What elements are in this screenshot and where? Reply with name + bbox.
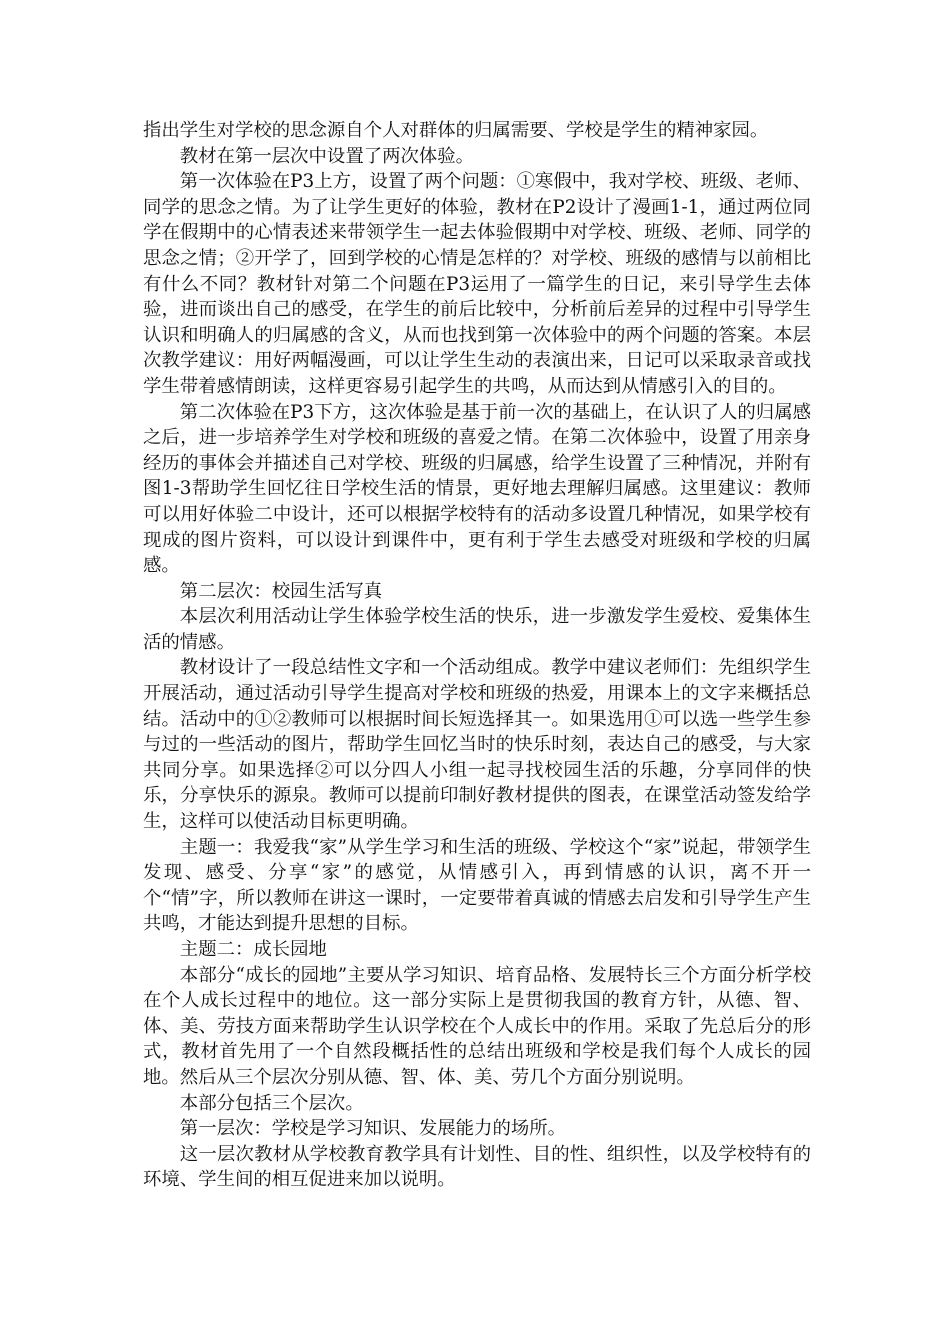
paragraph-10: 本部分“成长的园地”主要从学习知识、培育品格、发展特长三个方面分析学校在个人成长过程中的地位。这一部分实际上是贯彻我国的教育方针，从德、智、体、美、劳技方面来帮助学生认识学校在个人成长中的作用。采取了先总后分的形式，教材首先用了一个自然段概括性的总结出班级和学校是我们每个人成长的园地。然后从三个层次分别从德、智、体、美、劳几个方面分别说明。 <box>143 964 811 1088</box>
paragraph-6: 本层次利用活动让学生体验学校生活的快乐，进一步激发学生爱校、爱集体生活的情感。 <box>143 606 811 653</box>
paragraph-4: 第二次体验在P3下方，这次体验是基于前一次的基础上，在认识了人的归属感之后，进一步培养学生对学校和班级的喜爱之情。在第二次体验中，设置了用亲身经历的事体会并描述自己对学校、班级的归属感，给学生设置了三种情况，并附有图1-3帮助学生回忆往日学校生活的情景，更好地去理解归属感。这里建议：教师可以用好体验二中设计，还可以根据学校特有的活动多设置几种情况，如果学校有现成的图片资料，可以设计到课件中，更有利于学生去感受对班级和学校的归属感。 <box>143 401 811 577</box>
paragraph-8: 主题一：我爱我“家”从学生学习和生活的班级、学校这个“家”说起，带领学生发现、感受、分享“家”的感觉，从情感引入，再到情感的认识，离不开一个“情”字，所以教师在讲这一课时，一定要带着真诚的情感去启发和引导学生产生共鸣，才能达到提升思想的目标。 <box>143 836 811 935</box>
paragraph-2: 教材在第一层次中设置了两次体验。 <box>179 145 475 167</box>
section-heading-level-1: 第一层次：学校是学习知识、发展能力的场所。 <box>179 1118 567 1140</box>
document-body <box>143 118 811 1193</box>
paragraph-13: 这一层次教材从学校教育教学具有计划性、目的性、组织性，以及学校特有的环境、学生间的相互促进来加以说明。 <box>143 1143 811 1191</box>
section-heading-level-2: 第二层次：校园生活写真 <box>179 580 383 602</box>
paragraph-1: 指出学生对学校的思念源自个人对群体的归属需要、学校是学生的精神家园。 <box>143 120 769 141</box>
section-heading-theme-2: 主题二：成长园地 <box>179 939 327 960</box>
paragraph-7: 教材设计了一段总结性文字和一个活动组成。教学中建议老师们：先组织学生开展活动，通过活动引导学生提高对学校和班级的热爱，用课本上的文字来概括总结。活动中的①②教师可以根据时间长短选择其一。如果选用①可以选一些学生参与过的一些活动的图片，帮助学生回忆当时的快乐时刻，表达自己的感受，与大家共同分享。如果选择②可以分四人小组一起寻找校园生活的乐趣，分享同伴的快乐，分享快乐的源泉。教师可以提前印制好教材提供的图表，在课堂活动签发给学生，这样可以使活动目标更明确。 <box>143 657 811 833</box>
paragraph-3: 第一次体验在P3上方，设置了两个问题：①寒假中，我对学校、班级、老师、同学的思念之情。为了让学生更好的体验，教材在P2设计了漫画1-1，通过两位同学在假期中的心情表述来带领学生一起去体验假期中对学校、班级、老师、同学的思念之情；②开学了，回到学校的心情是怎样的？对学校、班级的感情与以前相比有什么不同？教材针对第二个问题在P3运用了一篇学生的日记，来引导学生去体验，进而谈出自己的感受，在学生的前后比较中，分析前后差异的过程中引导学生认识和明确人的归属感的含义，从而也找到第一次体验中的两个问题的答案。本层次教学建议：用好两幅漫画，可以让学生生动的表演出来，日记可以采取录音或找学生带着感情朗读，这样更容易引起学生的共鸣，从而达到从情感引入的目的。 <box>143 171 811 397</box>
paragraph-11: 本部分包括三个层次。 <box>179 1092 364 1114</box>
